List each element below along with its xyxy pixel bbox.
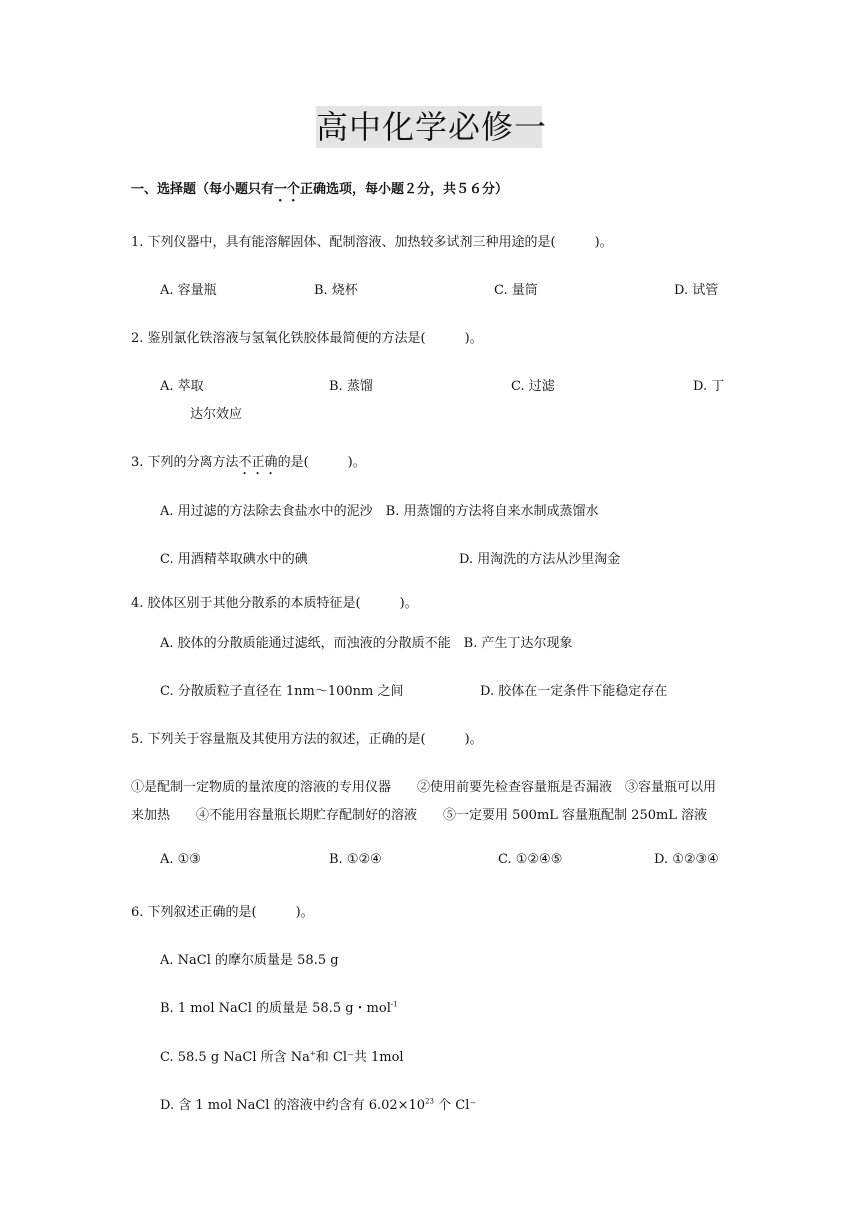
- question-2-option-d: D. 丁: [693, 379, 725, 394]
- question-4-options-ab: A. 胶体的分散质能通过滤纸，而浊液的分散质不能 B. 产生丁达尔现象: [160, 636, 573, 651]
- question-5-stem: 5. 下列关于容量瓶及其使用方法的叙述，正确的是( )。: [131, 732, 483, 747]
- document-title: 高中化学必修一: [316, 108, 548, 146]
- question-5-statements-line-1: ①是配制一定物质的量浓度的溶液的专用仪器 ②使用前要先检查容量瓶是否漏液 ③容量瓶可以用: [131, 780, 717, 795]
- question-5-option-a: A. ①③: [160, 852, 201, 867]
- question-6-option-c: C. 58.5 g NaCl 所含 Na+和 Cl⁻共 1mol: [160, 1049, 404, 1065]
- question-2-stem: 2. 鉴别氯化铁溶液与氢氧化铁胶体最简便的方法是( )。: [131, 331, 483, 346]
- question-3-option-c: C. 用酒精萃取碘水中的碘: [160, 552, 308, 567]
- question-1-option-a: A. 容量瓶: [160, 283, 217, 298]
- section-heading: 一、选择题（每小题只有一个正确选项，每小题２分，共５６分）: [131, 182, 509, 197]
- question-1-option-d: D. 试管: [674, 283, 719, 298]
- question-2-option-d-continued: 达尔效应: [190, 407, 243, 422]
- question-3-options-ab: A. 用过滤的方法除去食盐水中的泥沙 B. 用蒸馏的方法将自来水制成蒸馏水: [160, 504, 599, 519]
- question-6-option-a: A. NaCl 的摩尔质量是 58.5 g: [160, 953, 339, 968]
- question-4-option-d: D. 胶体在一定条件下能稳定存在: [480, 684, 668, 699]
- question-2-option-b: B. 蒸馏: [329, 379, 373, 394]
- question-6-stem: 6. 下列叙述正确的是( )。: [131, 905, 314, 920]
- question-5-option-b: B. ①②④: [329, 852, 382, 867]
- question-4-stem: 4. 胶体区别于其他分散系的本质特征是( )。: [131, 596, 418, 611]
- question-3-stem: 3. 下列的分离方法不正确的是( )。: [131, 455, 366, 470]
- question-2-option-c: C. 过滤: [511, 379, 555, 394]
- question-5-statements-line-2: 来加热 ④不能用容量瓶长期贮存配制好的溶液 ⑤一定要用 500mL 容量瓶配制 250mL 溶液: [131, 808, 708, 823]
- question-5-option-d: D. ①②③④: [654, 852, 719, 867]
- question-6-option-b: B. 1 mol NaCl 的质量是 58.5 g・mol$^{-1}$: [160, 1000, 398, 1016]
- question-6-option-d: D. 含 1 mol NaCl 的溶液中约含有 $6.02\times 10^{23}$ 个 Cl⁻: [160, 1097, 477, 1113]
- question-2-option-a: A. 萃取: [160, 379, 204, 394]
- question-4-option-c: C. 分散质粒子直径在 1nm～100nm 之间: [160, 684, 404, 699]
- question-1-option-b: B. 烧杯: [314, 283, 358, 298]
- question-1-stem: 1. 下列仪器中，具有能溶解固体、配制溶液、加热较多试剂三种用途的是( )。: [131, 235, 613, 250]
- question-3-option-d: D. 用淘洗的方法从沙里淘金: [459, 552, 621, 567]
- question-1-option-c: C. 量筒: [494, 283, 538, 298]
- question-5-option-c: C. ①②④⑤: [498, 852, 563, 867]
